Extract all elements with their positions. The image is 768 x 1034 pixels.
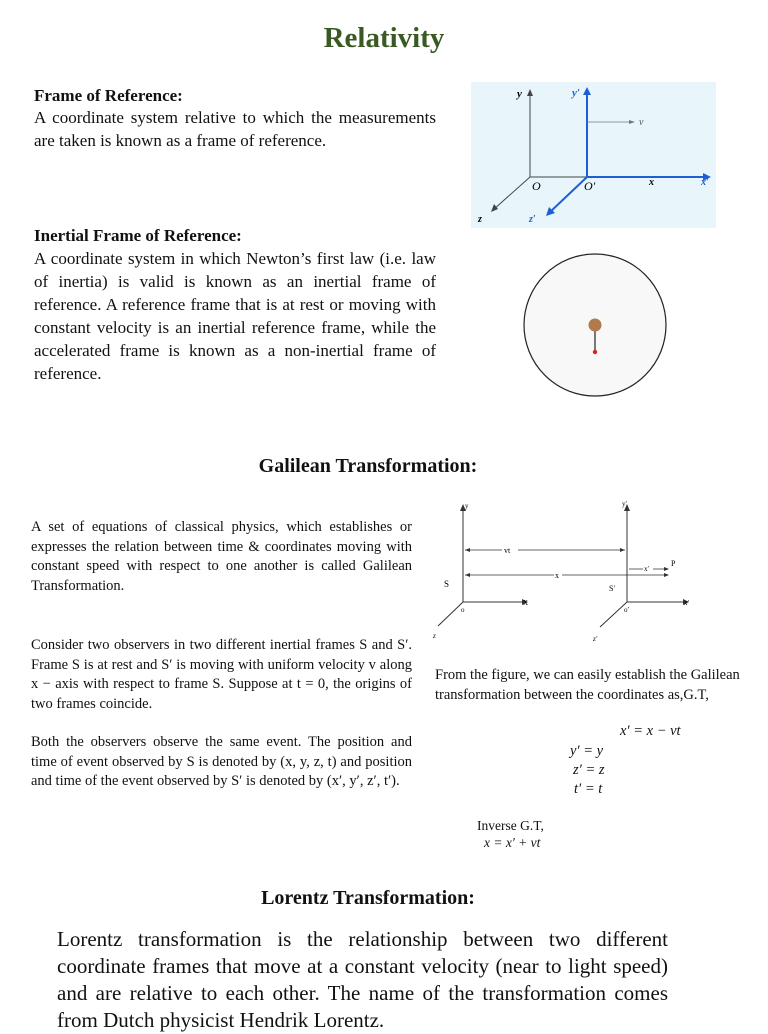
label-y: y — [517, 88, 522, 100]
label-o: o — [461, 606, 465, 614]
label-z: z — [433, 632, 436, 640]
coordinate-frames-figure — [471, 82, 716, 228]
equation-y-prime: y′ = y — [570, 743, 604, 759]
inverse-gt-equation: x = x′ + vt — [484, 835, 541, 850]
figure-background — [471, 82, 716, 228]
label-y-prime: y′ — [622, 500, 628, 508]
inverse-gt-label: Inverse G.T, — [477, 818, 544, 833]
label-v: v — [639, 117, 644, 128]
equation-x-prime: x′ = x − vt — [620, 723, 681, 739]
vt-arrowhead-left — [465, 548, 470, 552]
equation-z-prime: z′ = z — [573, 762, 605, 778]
vt-arrowhead-right — [620, 548, 625, 552]
label-z-prime: z′ — [529, 214, 536, 225]
label-o-prime: o′ — [624, 606, 630, 614]
galilean-consider: Consider two observers in two different inertial frames S and S′. Frame S is at rest and S′ is moving with uniform velocity v along x − axis with respect to frame S. Suppose at t = 0, the origins of two frames coincide. — [31, 637, 412, 712]
pendulum-pivot — [593, 350, 597, 354]
label-x: x — [649, 177, 654, 188]
label-s-prime: S′ — [609, 584, 616, 593]
label-y-prime: y′ — [572, 87, 580, 99]
inertial-frame-heading: Inertial Frame of Reference: — [34, 226, 242, 245]
x-arrowhead-left — [465, 573, 470, 577]
galilean-intro: A set of equations of classical physics, which establishes or expresses the relation between time & coordinates moving with constant speed with respect to one another is called Galilean Transformation. — [31, 519, 412, 594]
s-z-axis — [438, 602, 463, 626]
label-y: y — [465, 502, 469, 510]
galilean-frames-figure — [428, 496, 692, 644]
galilean-heading: Galilean Transformation: — [258, 455, 478, 477]
label-x-prime: x′ — [701, 177, 709, 188]
label-z-prime: z′ — [593, 635, 598, 643]
label-x-axis: X — [523, 599, 529, 607]
inertial-frame-text: A coordinate system in which Newton’s first law (i.e. law of inertia) is valid is known as an inertial frame of reference. A reference frame that is at rest or moving with constant velocity is an inertial reference frame, while the accelerated frame is known as a non-inertial frame of reference. — [34, 249, 436, 383]
lorentz-heading: Lorentz Transformation: — [261, 887, 475, 909]
pendulum-figure — [523, 252, 669, 400]
label-p: P — [671, 559, 676, 568]
label-vt: vt — [504, 546, 511, 555]
galilean-both: Both the observers observe the same event. The position and time of event observed by S is denoted by (x, y, z, t) and position and time of the event observed by S′ is denoted by (x′, y′, z′, t′). — [31, 734, 412, 789]
label-s: S — [444, 579, 450, 589]
label-o-prime: O′ — [584, 179, 596, 193]
pendulum-bob — [589, 319, 602, 332]
sp-z-axis — [600, 602, 627, 627]
frame-of-reference-text: A coordinate system relative to which the measurements are taken is known as a frame of reference. — [34, 108, 436, 150]
lorentz-text: Lorentz transformation is the relationship between two different coordinate frames that move at a constant velocity (near to light speed) and are relative to each other. The name of the transformation comes from Dutch physicist Hendrik Lorentz. — [57, 927, 668, 1032]
label-o: O — [532, 179, 541, 193]
label-x-prime-axis: x′ — [684, 599, 690, 607]
frame-of-reference-heading: Frame of Reference: — [34, 86, 183, 105]
label-x-distance: x — [555, 571, 559, 580]
galilean-from-figure: From the figure, we can easily establish the Galilean transformation between the coordinates as,G.T, — [435, 667, 740, 703]
label-x-prime-distance: x′ — [644, 565, 650, 573]
label-z: z — [478, 214, 482, 225]
equation-t-prime: t′ = t — [574, 781, 603, 797]
x-prime-arrowhead — [664, 567, 669, 571]
page-title: Relativity — [323, 22, 445, 54]
x-arrowhead-right — [664, 573, 669, 577]
